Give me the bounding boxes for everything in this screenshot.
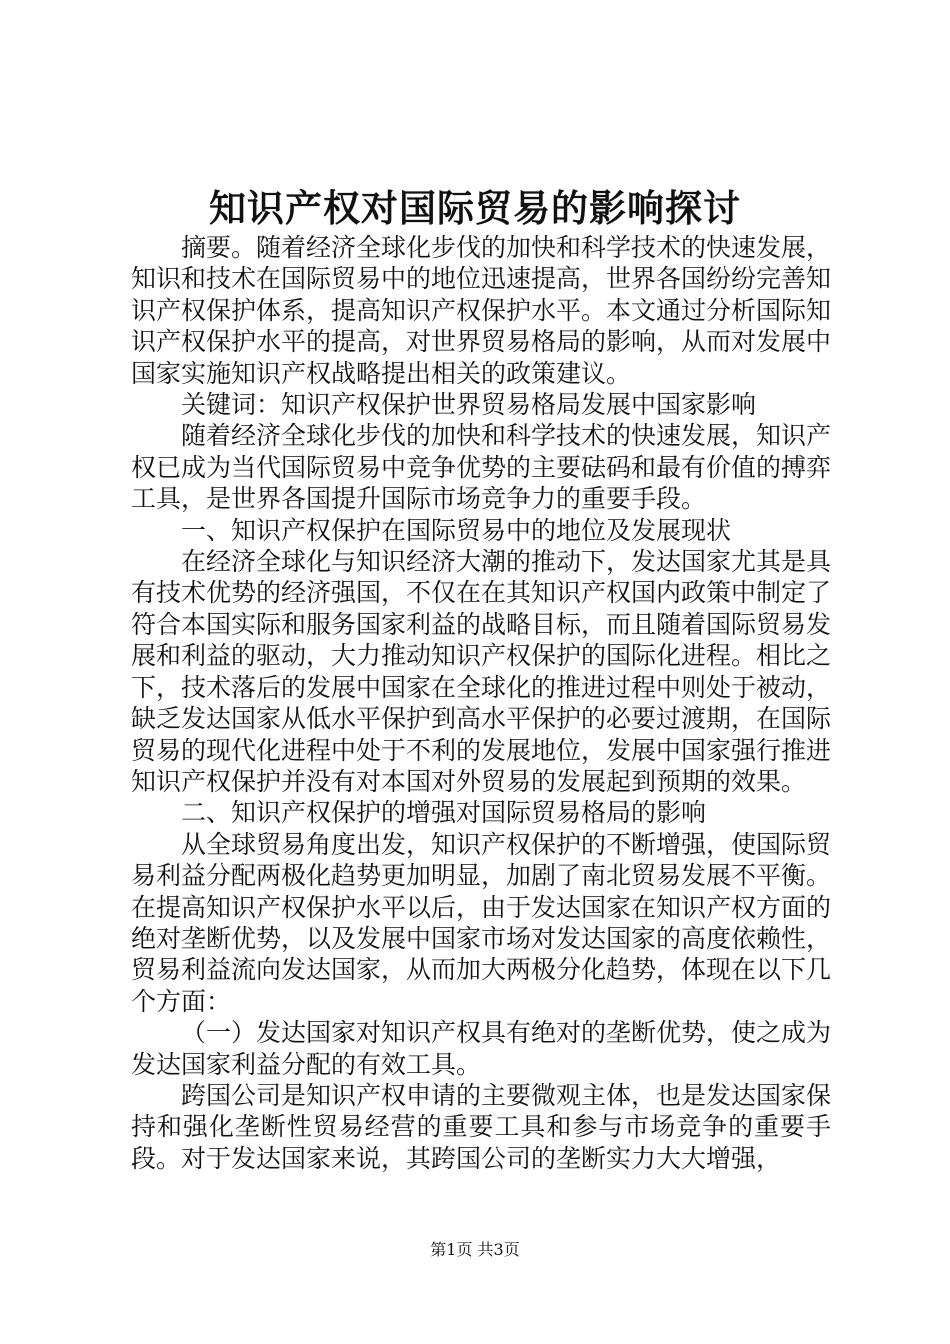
section-heading-1: 一、知识产权保护在国际贸易中的地位及发展现状 <box>181 515 732 545</box>
section-heading-2: 二、知识产权保护的增强对国际贸易格局的影响 <box>181 798 707 828</box>
page-footer: 第1页 共3页 <box>430 1240 520 1259</box>
body-paragraph: 在经济全球化与知识经济大潮的推动下，发达国家尤其是具有技术优势的经济强国，不仅在在其知识产权国内政策中制定了符合本国实际和服务国家利益的战略目标，而且随着国际贸易发展和利益的驱动，大力推动知识产权保护的国际化进程。相比之下，技术落后的发展中国家在全球化的推进过程中则处于被动，缺乏发达国家从低水平保护到高水平保护的必要过渡期，在国际贸易的现代化进程中处于不利的发展地位，发展中国家强行推进知识产权保护并没有对本国对外贸易的发展起到预期的效果。 <box>131 547 832 796</box>
keywords-paragraph: 关键词：知识产权保护世界贸易格局发展中国家影响 <box>181 390 757 420</box>
subsection-heading-1: （一）发达国家对知识产权具有绝对的垄断优势，使之成为发达国家利益分配的有效工具。 <box>131 1018 832 1079</box>
document-title: 知识产权对国际贸易的影响探讨 <box>209 186 741 230</box>
intro-paragraph: 随着经济全球化步伐的加快和科学技术的快速发展，知识产权已成为当代国际贸易中竞争优势的主要砝码和最有价值的搏弈工具，是世界各国提升国际市场竞争力的重要手段。 <box>131 421 832 514</box>
body-paragraph: 从全球贸易角度出发，知识产权保护的不断增强，使国际贸易利益分配两极化趋势更加明显，加剧了南北贸易发展不平衡。在提高知识产权保护水平以后，由于发达国家在知识产权方面的绝对垄断优势，以及发展中国家市场对发达国家的高度依赖性，贸易利益流向发达国家，从而加大两极分化趋势，体现在以下几个方面： <box>131 829 832 1016</box>
document-body <box>131 232 831 1174</box>
body-paragraph: 跨国公司是知识产权申请的主要微观主体，也是发达国家保持和强化垄断性贸易经营的重要工具和参与市场竞争的重要手段。对于发达国家来说，其跨国公司的垄断实力大大增强， <box>131 1080 832 1173</box>
abstract-paragraph: 摘要。随着经济全球化步伐的加快和科学技术的快速发展，知识和技术在国际贸易中的地位迅速提高，世界各国纷纷完善知识产权保护体系，提高知识产权保护水平。本文通过分析国际知识产权保护水平的提高，对世界贸易格局的影响，从而对发展中国家实施知识产权战略提出相关的政策建议。 <box>131 233 832 388</box>
